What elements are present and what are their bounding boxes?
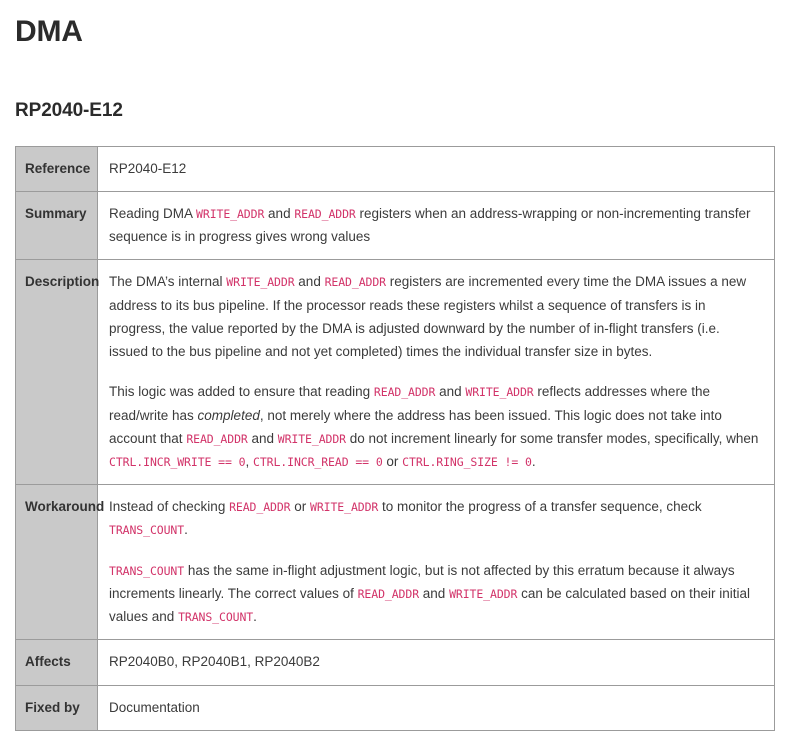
code-trans-count: TRANS_COUNT <box>109 523 185 538</box>
emphasis-completed: completed <box>197 407 260 423</box>
text-fragment: Reading DMA <box>109 206 197 222</box>
text-fragment: The DMA’s internal <box>109 274 227 290</box>
row-value-workaround <box>98 485 775 640</box>
text-fragment: and <box>435 384 466 400</box>
code-ctrl-incr-read: CTRL.INCR_READ == 0 <box>253 454 383 469</box>
row-value-summary <box>98 192 775 260</box>
text-fragment: . <box>184 522 188 538</box>
code-trans-count: TRANS_COUNT <box>109 563 185 578</box>
row-label-workaround: Workaround <box>16 485 98 640</box>
affects-text: RP2040B0, RP2040B1, RP2040B2 <box>109 654 320 670</box>
text-fragment: This logic was added to ensure that reading <box>109 384 374 400</box>
errata-table <box>15 146 775 731</box>
row-value-affects <box>98 640 775 685</box>
workaround-paragraph-1 <box>109 495 762 541</box>
table-row <box>16 260 775 485</box>
code-write-addr: WRITE_ADDR <box>277 431 347 446</box>
row-value-description <box>98 260 775 485</box>
text-fragment: . <box>531 453 536 469</box>
row-label-reference: Reference <box>16 146 98 191</box>
workaround-paragraph-2 <box>109 559 762 629</box>
row-label-fixed-by: Fixed by <box>16 685 98 730</box>
text-fragment: reflects addresses where the read/write has <box>109 384 710 423</box>
table-row <box>16 485 775 640</box>
table-row <box>16 640 775 685</box>
text-fragment: do not increment linearly for some transfer modes, specifically, when <box>346 430 759 446</box>
table-row <box>16 192 775 260</box>
text-fragment: registers are incremented every time the DMA issues a new address to its bus pipeline. If the processor reads these registers whilst a sequence of transfers is in progress, the value reported by the DMA is adjusted downward by the number of in-flight transfers (i.e. issued to the bus pipeline and not yet completed) times the individual transfer size in bytes. <box>109 274 747 360</box>
code-write-addr: WRITE_ADDR <box>196 207 265 222</box>
text-fragment: and <box>294 274 325 290</box>
description-paragraph-2 <box>109 380 762 473</box>
code-read-addr: READ_ADDR <box>357 586 420 601</box>
text-fragment: and <box>419 585 450 601</box>
row-label-affects: Affects <box>16 640 98 685</box>
text-fragment: and <box>247 430 278 446</box>
text-fragment: or <box>290 499 311 515</box>
text-fragment: , <box>245 453 253 469</box>
code-write-addr: WRITE_ADDR <box>465 385 534 400</box>
text-fragment: to monitor the progress of a transfer sequence, check <box>378 499 702 515</box>
code-write-addr: WRITE_ADDR <box>449 586 518 601</box>
code-read-addr: READ_ADDR <box>373 385 436 400</box>
row-label-summary: Summary <box>16 192 98 260</box>
table-row <box>16 146 775 191</box>
text-fragment: Instead of checking <box>109 499 230 515</box>
summary-text <box>109 202 762 248</box>
code-read-addr: READ_ADDR <box>229 500 291 515</box>
row-value-reference <box>98 146 775 191</box>
table-row <box>16 685 775 730</box>
row-label-description: Description <box>16 260 98 485</box>
code-read-addr: READ_ADDR <box>186 431 248 446</box>
text-fragment: can be calculated based on their initial values and <box>109 585 750 625</box>
description-paragraph-1 <box>109 270 762 363</box>
page-title: DMA <box>15 15 83 48</box>
erratum-heading: RP2040-E12 <box>15 100 123 121</box>
text-fragment: has the same in-flight adjustment logic, but is not affected by this erratum because it always increments linearly. The correct values of <box>109 562 735 601</box>
text-fragment: . <box>253 609 257 625</box>
code-ctrl-ring-size: CTRL.RING_SIZE != 0 <box>402 454 532 469</box>
code-write-addr: WRITE_ADDR <box>226 275 295 290</box>
code-read-addr: READ_ADDR <box>324 275 386 290</box>
reference-text <box>109 157 762 180</box>
code-ctrl-incr-write: CTRL.INCR_WRITE == 0 <box>109 454 246 469</box>
row-value-fixed-by <box>98 685 775 730</box>
fixed-by-text: Documentation <box>109 699 200 715</box>
code-trans-count: TRANS_COUNT <box>178 610 254 625</box>
text-fragment: or <box>382 453 403 469</box>
text-fragment: and <box>264 206 295 222</box>
text-fragment: registers when an address-wrapping or non-incrementing transfer sequence is in progress gives wrong values <box>109 206 751 245</box>
code-read-addr: READ_ADDR <box>294 207 356 222</box>
reference-value: RP2040-E12 <box>109 160 187 176</box>
code-write-addr: WRITE_ADDR <box>310 500 379 515</box>
text-fragment: , not merely where the address has been issued. This logic does not take into account that <box>109 407 722 446</box>
